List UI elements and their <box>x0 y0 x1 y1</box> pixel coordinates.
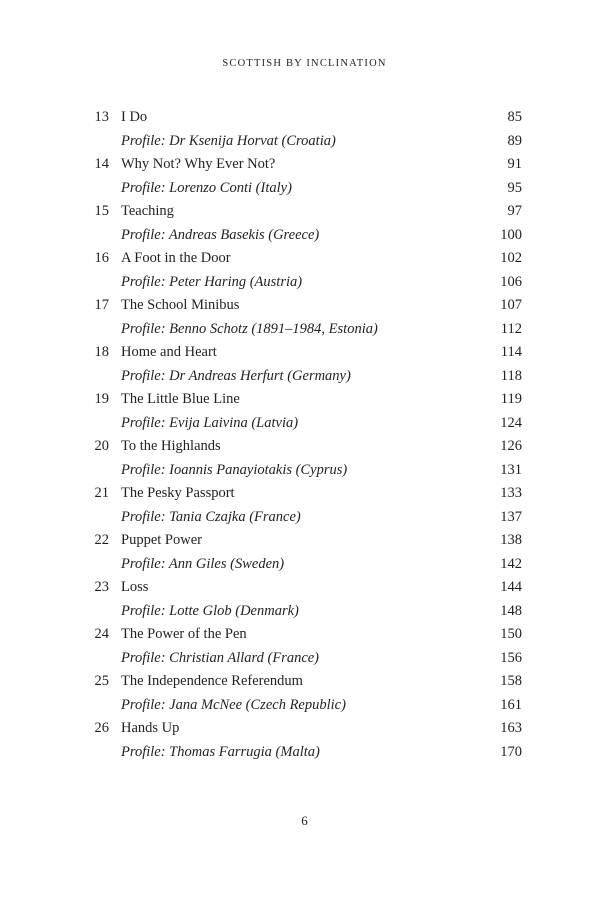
toc-chapter-row <box>0 200 609 224</box>
toc-profile-row <box>0 412 609 436</box>
toc-profile-row <box>0 553 609 577</box>
chapter-title: The Pesky Passport <box>121 485 235 501</box>
chapter-number: 16 <box>94 250 109 266</box>
profile-title: Profile: Thomas Farrugia (Malta) <box>121 743 320 760</box>
page-reference: 138 <box>500 532 522 548</box>
profile-title: Profile: Jana McNee (Czech Republic) <box>121 696 346 713</box>
chapter-number: 24 <box>94 626 109 642</box>
toc-chapter-row <box>0 576 609 600</box>
profile-title: Profile: Evija Laivina (Latvia) <box>121 414 299 431</box>
page-reference: 118 <box>500 367 522 384</box>
page-reference: 150 <box>500 626 522 642</box>
page-reference: 161 <box>500 696 522 713</box>
chapter-title: The School Minibus <box>121 297 240 313</box>
profile-title: Profile: Lotte Glob (Denmark) <box>121 602 299 619</box>
chapter-number: 15 <box>94 203 109 219</box>
page-reference: 170 <box>500 743 522 760</box>
profile-title: Profile: Tania Czajka (France) <box>121 508 301 525</box>
page-reference: 106 <box>500 273 522 290</box>
page-reference: 107 <box>500 297 522 313</box>
toc-profile-row <box>0 600 609 624</box>
toc-profile-row <box>0 224 609 248</box>
page-reference: 144 <box>500 579 522 595</box>
chapter-title: Home and Heart <box>121 344 217 360</box>
page-reference: 148 <box>500 602 522 619</box>
page-reference: 158 <box>500 673 522 689</box>
page-reference: 119 <box>500 391 522 407</box>
chapter-title: The Power of the Pen <box>121 626 247 642</box>
toc-chapter-row <box>0 529 609 553</box>
chapter-number: 26 <box>94 720 109 736</box>
table-of-contents <box>0 106 609 764</box>
profile-title: Profile: Dr Ksenija Horvat (Croatia) <box>121 132 336 149</box>
chapter-title: Hands Up <box>121 720 180 736</box>
page-reference: 137 <box>500 508 522 525</box>
page-reference: 112 <box>500 320 522 337</box>
page-reference: 102 <box>500 250 522 266</box>
chapter-number: 13 <box>94 109 109 125</box>
chapter-number: 18 <box>94 344 109 360</box>
chapter-title: Puppet Power <box>121 532 202 548</box>
profile-title: Profile: Benno Schotz (1891–1984, Estonia) <box>121 320 378 337</box>
toc-profile-row <box>0 318 609 342</box>
page-reference: 124 <box>500 414 522 431</box>
toc-chapter-row <box>0 153 609 177</box>
page-reference: 100 <box>500 226 522 243</box>
toc-profile-row <box>0 694 609 718</box>
chapter-number: 25 <box>94 673 109 689</box>
chapter-title: I Do <box>121 109 148 125</box>
toc-profile-row <box>0 365 609 389</box>
chapter-number: 19 <box>94 391 109 407</box>
profile-title: Profile: Ann Giles (Sweden) <box>121 555 285 572</box>
page-reference: 89 <box>507 132 522 149</box>
chapter-number: 22 <box>94 532 109 548</box>
toc-chapter-row <box>0 106 609 130</box>
toc-chapter-row <box>0 670 609 694</box>
toc-chapter-row <box>0 435 609 459</box>
toc-profile-row <box>0 130 609 154</box>
page-reference: 95 <box>507 179 522 196</box>
page-reference: 91 <box>507 156 522 172</box>
chapter-title: The Little Blue Line <box>121 391 240 407</box>
chapter-title: A Foot in the Door <box>121 250 231 266</box>
toc-chapter-row <box>0 247 609 271</box>
chapter-number: 23 <box>94 579 109 595</box>
toc-profile-row <box>0 741 609 765</box>
chapter-title: The Independence Referendum <box>121 673 303 689</box>
toc-profile-row <box>0 177 609 201</box>
page-reference: 163 <box>500 720 522 736</box>
page-reference: 131 <box>500 461 522 478</box>
toc-chapter-row <box>0 717 609 741</box>
chapter-number: 17 <box>94 297 109 313</box>
page-reference: 126 <box>500 438 522 454</box>
page-reference: 97 <box>507 203 522 219</box>
chapter-number: 21 <box>94 485 109 501</box>
chapter-number: 14 <box>94 156 109 172</box>
profile-title: Profile: Peter Haring (Austria) <box>121 273 303 290</box>
toc-profile-row <box>0 647 609 671</box>
chapter-title: To the Highlands <box>121 438 221 454</box>
profile-title: Profile: Dr Andreas Herfurt (Germany) <box>121 367 351 384</box>
page-reference: 114 <box>500 344 522 360</box>
profile-title: Profile: Ioannis Panayiotakis (Cyprus) <box>121 461 348 478</box>
page-reference: 142 <box>500 555 522 572</box>
profile-title: Profile: Lorenzo Conti (Italy) <box>121 179 292 196</box>
toc-profile-row <box>0 506 609 530</box>
chapter-number: 20 <box>94 438 109 454</box>
page-reference: 133 <box>500 485 522 501</box>
chapter-title: Loss <box>121 579 149 595</box>
toc-chapter-row <box>0 388 609 412</box>
page-reference: 156 <box>500 649 522 666</box>
toc-chapter-row <box>0 341 609 365</box>
page-number: 6 <box>301 813 308 828</box>
chapter-title: Why Not? Why Ever Not? <box>121 156 276 172</box>
toc-chapter-row <box>0 294 609 318</box>
chapter-title: Teaching <box>121 203 174 219</box>
toc-profile-row <box>0 459 609 483</box>
toc-chapter-row <box>0 482 609 506</box>
page-reference: 85 <box>507 109 522 125</box>
profile-title: Profile: Christian Allard (France) <box>121 649 320 666</box>
profile-title: Profile: Andreas Basekis (Greece) <box>121 226 320 243</box>
toc-profile-row <box>0 271 609 295</box>
toc-chapter-row <box>0 623 609 647</box>
running-head: SCOTTISH BY INCLINATION <box>222 58 387 69</box>
